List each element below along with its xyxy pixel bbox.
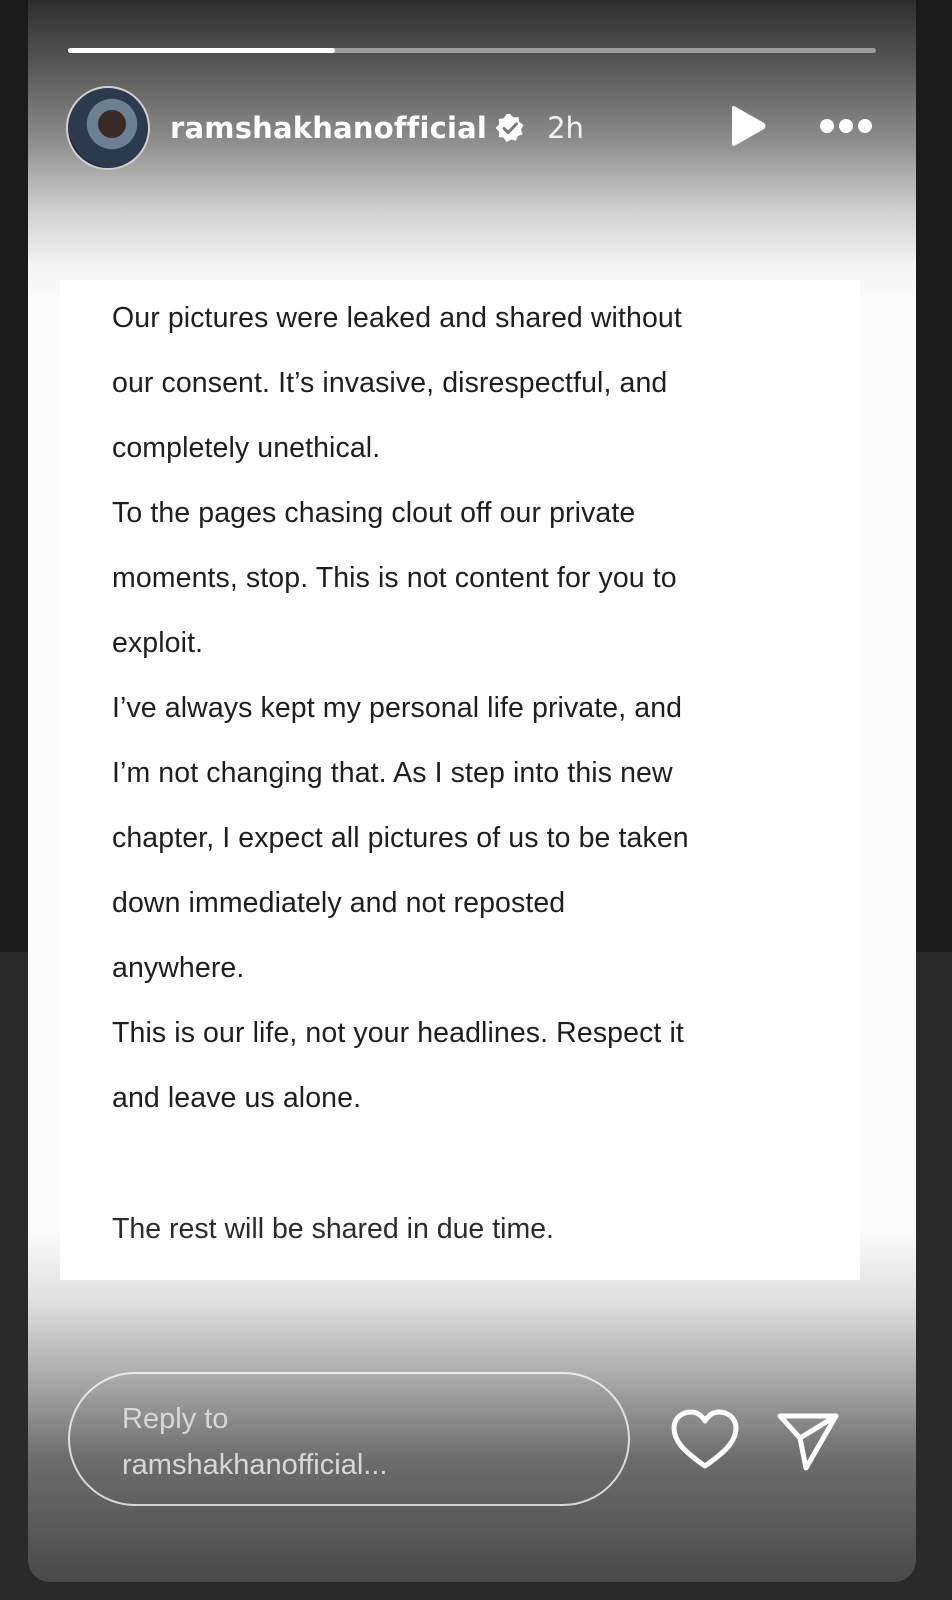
post-line: and leave us alone. [112,1082,362,1114]
post-line: This is our life, not your headlines. Respect it [112,1017,684,1049]
post-line: I’ve always kept my personal life private, and [112,692,683,724]
heart-icon[interactable] [670,1408,740,1472]
send-icon[interactable] [776,1408,840,1472]
post-closing-line: The rest will be shared in due time. [112,1213,554,1245]
post-line: completely unethical. [112,432,381,464]
avatar[interactable] [66,86,150,170]
post-line: Our pictures were leaked and shared without [112,302,682,334]
verified-badge-icon [495,113,525,143]
post-line: exploit. [112,627,204,659]
post-text [112,286,832,1131]
reply-placeholder-line-2: ramshakhanofficial... [122,1449,388,1481]
post-line: down immediately and not reposted [112,887,566,919]
play-icon[interactable] [724,104,768,148]
reply-placeholder [122,1396,602,1488]
story-header [66,86,886,170]
post-line: chapter, I expect all pictures of us to be taken [112,822,689,854]
username[interactable]: ramshakhanofficial [170,111,488,145]
post-time: 2h [547,111,584,145]
story-progress-bar [68,48,876,53]
story-progress-fill [68,48,335,53]
reply-placeholder-line-1: Reply to [122,1403,229,1435]
reply-input[interactable] [68,1372,630,1506]
post-line: anywhere. [112,952,245,984]
post-line: moments, stop. This is not content for you to [112,562,677,594]
more-options-icon[interactable] [818,110,874,142]
post-line: To the pages chasing clout off our private [112,497,636,529]
post-line: our consent. It’s invasive, disrespectful, and [112,367,668,399]
post-line: I’m not changing that. As I step into this new [112,757,673,789]
